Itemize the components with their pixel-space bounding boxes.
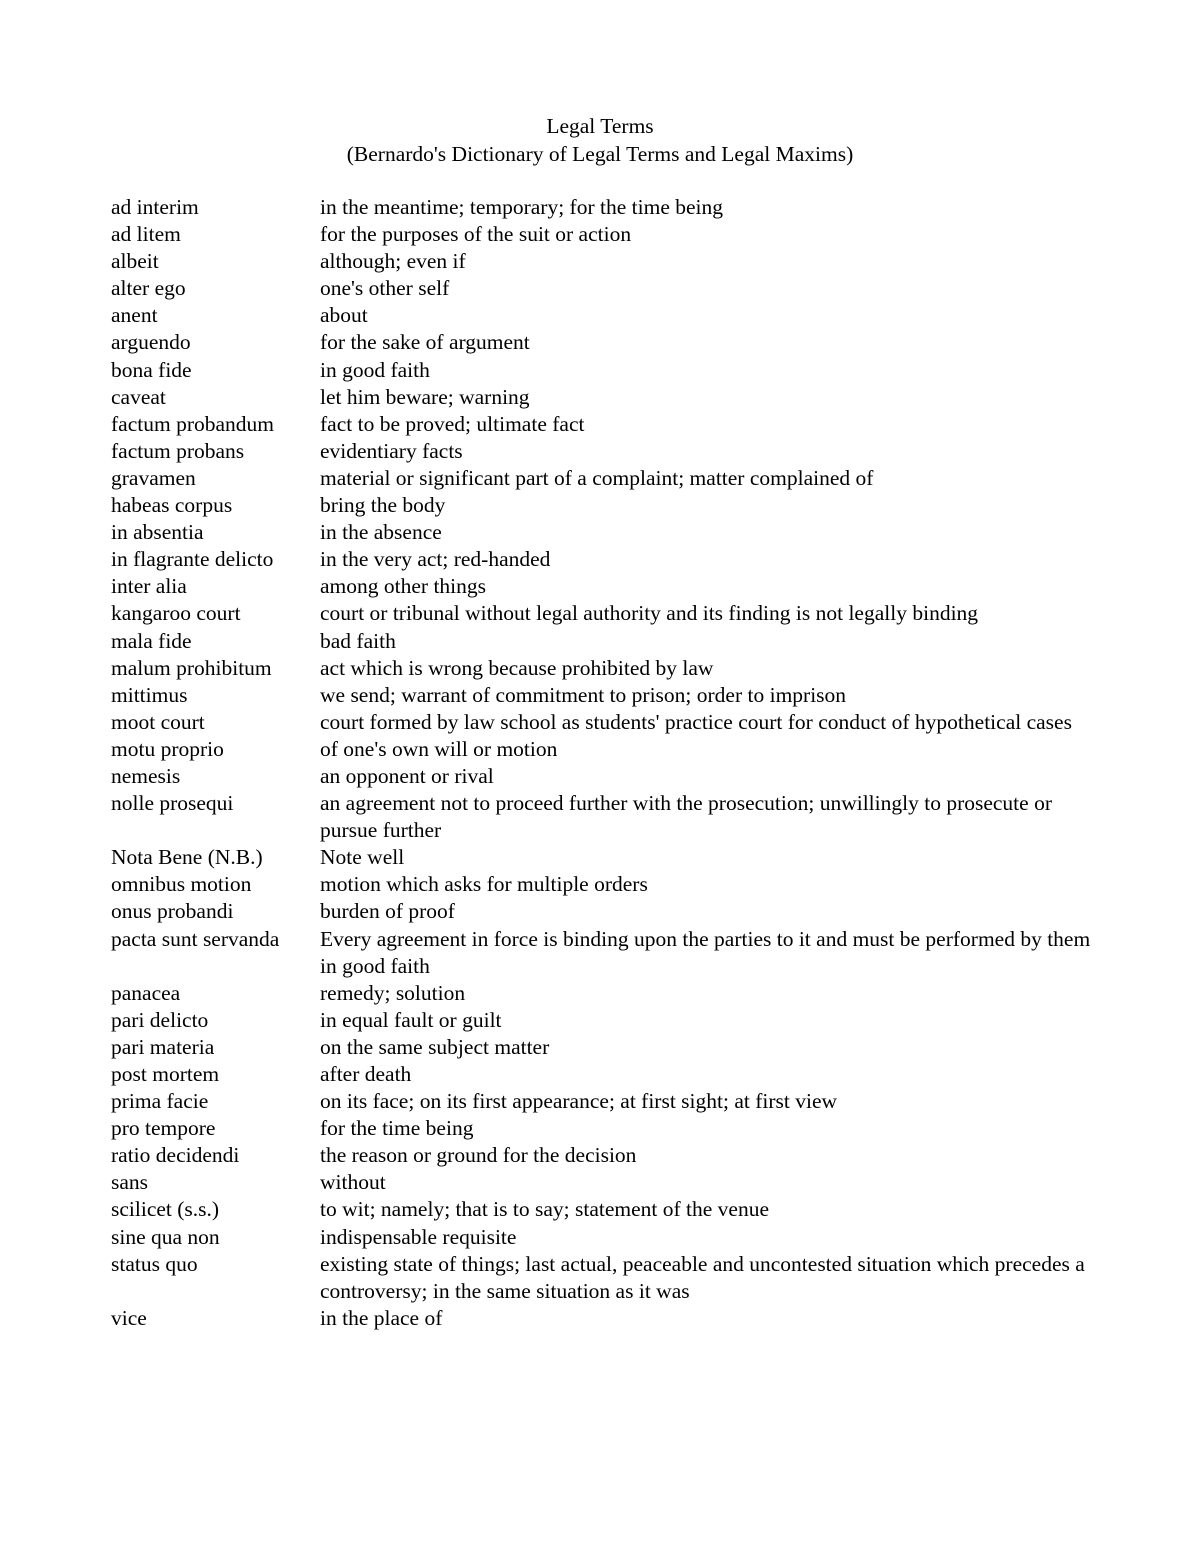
term-row: [111, 1224, 1101, 1251]
term-definition: remedy; solution: [320, 980, 466, 1005]
term-name: in flagrante delicto: [111, 547, 274, 572]
term-name: mala fide: [111, 628, 192, 653]
term-row: [111, 492, 1101, 519]
term-row: [111, 546, 1101, 573]
term-name: pacta sunt servanda: [111, 926, 280, 951]
term-row: [111, 438, 1101, 465]
term-name: ad litem: [111, 222, 181, 247]
term-definition: act which is wrong because prohibited by law: [320, 655, 714, 680]
term-row: [111, 329, 1101, 356]
term-row: [111, 682, 1101, 709]
term-row: [111, 384, 1101, 411]
term-definition: one's other self: [320, 276, 450, 301]
term-row: [111, 465, 1101, 492]
term-definition: the reason or ground for the decision: [320, 1143, 637, 1168]
term-definition: an agreement not to proceed further with the prosecution; unwillingly to prosecute or pursue further: [320, 791, 1052, 843]
term-definition: fact to be proved; ultimate fact: [320, 411, 585, 436]
term-row: [111, 1115, 1101, 1142]
term-row: [111, 1034, 1101, 1061]
term-name: sans: [111, 1170, 149, 1195]
term-definition: in equal fault or guilt: [320, 1007, 502, 1032]
term-definition: in the absence: [320, 520, 442, 545]
term-name: moot court: [111, 709, 205, 734]
term-name: motu proprio: [111, 736, 224, 761]
term-row: [111, 411, 1101, 438]
term-name: nolle prosequi: [111, 791, 234, 816]
term-name: inter alia: [111, 574, 187, 599]
term-name: arguendo: [111, 330, 191, 355]
term-row: [111, 736, 1101, 763]
term-row: [111, 1088, 1101, 1115]
term-name: kangaroo court: [111, 601, 241, 626]
term-definition: bad faith: [320, 628, 396, 653]
term-definition: for the time being: [320, 1116, 474, 1141]
term-name: post mortem: [111, 1062, 220, 1086]
term-definition: in the meantime; temporary; for the time being: [320, 195, 723, 219]
term-row: [111, 980, 1101, 1007]
term-definition: in the place of: [320, 1305, 443, 1330]
term-name: habeas corpus: [111, 493, 233, 518]
term-definition: without: [320, 1170, 386, 1195]
term-row: [111, 709, 1101, 736]
term-definition: court formed by law school as students' practice court for conduct of hypothetical cases: [320, 709, 1072, 734]
term-definition: let him beware; warning: [320, 384, 530, 409]
term-name: pari delicto: [111, 1007, 209, 1032]
term-row: [111, 357, 1101, 384]
term-definition: about: [320, 303, 368, 328]
term-row: [111, 763, 1101, 790]
term-row: [111, 1007, 1101, 1034]
term-name: alter ego: [111, 276, 186, 301]
term-name: pro tempore: [111, 1116, 216, 1141]
term-name: mittimus: [111, 682, 188, 707]
term-name: caveat: [111, 384, 166, 409]
term-name: factum probandum: [111, 411, 274, 436]
term-name: bona fide: [111, 357, 192, 382]
term-definition: on the same subject matter: [320, 1034, 550, 1059]
term-name: ad interim: [111, 195, 199, 219]
term-row: [111, 248, 1101, 275]
term-row: [111, 573, 1101, 600]
term-row: [111, 871, 1101, 898]
term-definition: motion which asks for multiple orders: [320, 872, 648, 897]
term-definition: to wit; namely; that is to say; statement of the venue: [320, 1197, 770, 1222]
term-row: [111, 790, 1101, 844]
term-definition: evidentiary facts: [320, 438, 463, 463]
term-row: [111, 844, 1101, 871]
term-definition: an opponent or rival: [320, 763, 494, 788]
document-header: [0, 112, 1200, 168]
term-definition: bring the body: [320, 493, 446, 518]
term-row: [111, 221, 1101, 248]
term-definition: after death: [320, 1062, 412, 1086]
term-definition: of one's own will or motion: [320, 736, 558, 761]
term-definition: on its face; on its first appearance; at first sight; at first view: [320, 1089, 838, 1114]
term-row: [111, 628, 1101, 655]
term-row: [111, 194, 1101, 221]
term-definition: material or significant part of a complaint; matter complained of: [320, 465, 874, 490]
term-row: [111, 1169, 1101, 1196]
term-row: [111, 1142, 1101, 1169]
term-name: panacea: [111, 980, 181, 1005]
term-definition: court or tribunal without legal authority and its finding is not legally binding: [320, 601, 979, 626]
term-row: [111, 302, 1101, 329]
document-subtitle: (Bernardo's Dictionary of Legal Terms and Legal Maxims): [346, 142, 854, 166]
term-row: [111, 1251, 1101, 1305]
term-definition: Every agreement in force is binding upon the parties to it and must be performed by them in good faith: [320, 926, 1091, 978]
term-row: [111, 275, 1101, 302]
term-definition: we send; warrant of commitment to prison; order to imprison: [320, 682, 847, 707]
term-name: nemesis: [111, 763, 181, 788]
term-definition: in the very act; red-handed: [320, 547, 551, 572]
term-row: [111, 926, 1101, 980]
document-title: Legal Terms: [546, 114, 654, 138]
term-name: ratio decidendi: [111, 1143, 240, 1168]
term-definition: in good faith: [320, 357, 430, 382]
term-definition: for the sake of argument: [320, 330, 530, 355]
term-name: vice: [111, 1305, 147, 1330]
term-name: gravamen: [111, 465, 196, 490]
term-name: scilicet (s.s.): [111, 1197, 220, 1222]
term-definition: although; even if: [320, 249, 466, 274]
term-name: in absentia: [111, 520, 204, 545]
term-definition: burden of proof: [320, 899, 455, 924]
term-name: status quo: [111, 1251, 198, 1276]
term-name: Nota Bene (N.B.): [111, 845, 263, 870]
term-row: [111, 600, 1101, 627]
term-row: [111, 1305, 1101, 1332]
term-name: malum prohibitum: [111, 655, 272, 680]
term-definition: existing state of things; last actual, peaceable and uncontested situation which precedes a controversy; in the same situation as it was: [320, 1251, 1085, 1303]
term-row: [111, 655, 1101, 682]
terms-list: [111, 194, 1101, 1332]
term-definition: among other things: [320, 574, 487, 599]
term-name: albeit: [111, 249, 159, 274]
term-row: [111, 898, 1101, 925]
term-name: factum probans: [111, 438, 245, 463]
term-name: omnibus motion: [111, 872, 252, 897]
term-name: pari materia: [111, 1034, 215, 1059]
term-definition: for the purposes of the suit or action: [320, 222, 632, 247]
term-name: onus probandi: [111, 899, 234, 924]
term-row: [111, 519, 1101, 546]
term-name: anent: [111, 303, 158, 328]
term-definition: Note well: [320, 845, 405, 870]
term-name: sine qua non: [111, 1224, 220, 1249]
term-definition: indispensable requisite: [320, 1224, 517, 1249]
term-row: [111, 1061, 1101, 1088]
term-name: prima facie: [111, 1089, 209, 1114]
term-row: [111, 1196, 1101, 1223]
